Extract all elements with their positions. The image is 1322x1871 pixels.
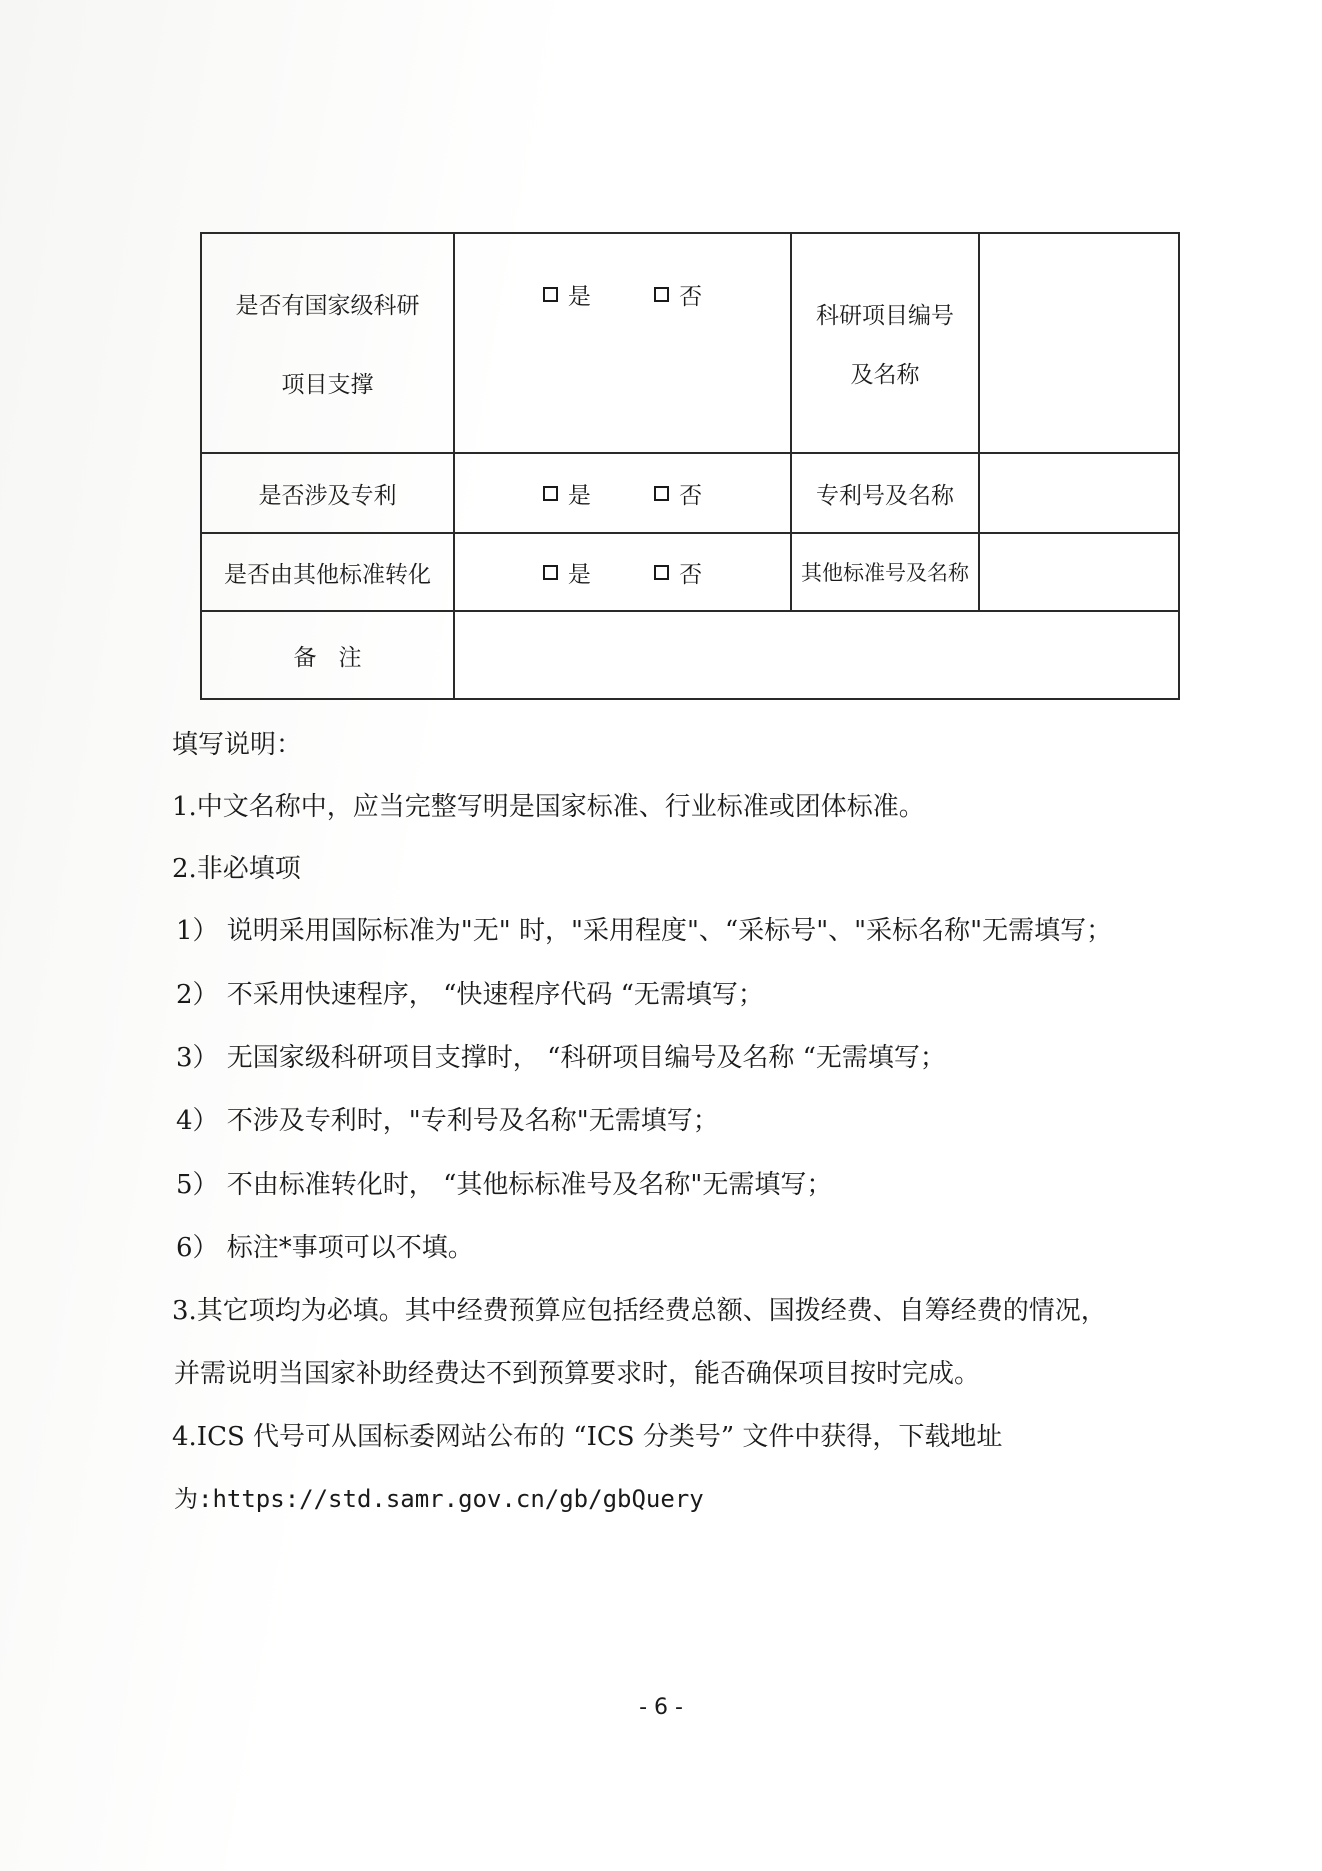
research-support-label-line2: 项目支撑 [281,372,374,398]
patent-choice-cell [454,453,791,533]
instruction-sub-4: 4） 不涉及专利时，"专利号及名称"无需填写； [176,1106,719,1136]
research-no-option[interactable] [654,278,702,311]
conversion-field-label-cell [791,533,979,611]
instruction-sub-3: 3） 无国家级科研项目支撑时， “科研项目编号及名称 “无需填写； [176,1043,946,1073]
instruction-item-4-line1: 4.ICS 代号可从国标委网站公布的 “ICS 分类号” 文件中获得，下载地址 [172,1422,1003,1452]
research-support-label-line1: 是否有国家级科研 [235,293,420,319]
patent-field-value-cell[interactable] [979,453,1179,533]
conversion-choice-cell [454,533,791,611]
research-field-label-cell [791,233,979,453]
research-yes-checkbox[interactable] [543,287,558,302]
table-row-research [201,233,1179,453]
conversion-no-label: 否 [679,561,703,588]
instruction-sub-1: 1） 说明采用国际标准为"无" 时，"采用程度"、“采标号"、"采标名称"无需填写； [176,916,1113,946]
research-yes-label: 是 [567,284,591,310]
research-no-label: 否 [679,284,703,310]
patent-no-option[interactable] [654,477,702,510]
patent-label-cell [201,453,454,533]
conversion-label: 是否由其他标准转化 [224,561,431,588]
patent-yes-option[interactable] [543,477,591,510]
page-number: - 6 - [639,1695,683,1720]
patent-yes-label: 是 [567,482,591,509]
conversion-no-option[interactable] [654,556,702,589]
remark-label-cell [201,611,454,699]
research-yes-option[interactable] [543,278,591,311]
research-field-label-line2: 及名称 [850,362,920,388]
instruction-item-2: 2.非必填项 [172,854,301,884]
research-field-value-cell[interactable] [979,233,1179,453]
research-no-checkbox[interactable] [654,287,669,302]
table-row-conversion [201,533,1179,611]
instruction-item-1: 1.中文名称中，应当完整写明是国家标准、行业标准或团体标准。 [172,792,925,822]
instruction-sub-6: 6） 标注*事项可以不填。 [176,1233,474,1263]
instruction-item-4-line2: 为:https://std.samr.gov.cn/gb/gbQuery [174,1485,704,1513]
conversion-field-label: 其他标准号及名称 [801,561,969,585]
instructions-heading: 填写说明： [172,730,303,760]
conversion-label-cell [201,533,454,611]
patent-no-checkbox[interactable] [654,486,669,501]
research-field-label-line1: 科研项目编号 [816,303,954,329]
instruction-sub-2: 2） 不采用快速程序， “快速程序代码 “无需填写； [176,980,764,1010]
conversion-yes-option[interactable] [543,556,591,589]
patent-field-label-cell [791,453,979,533]
remark-label: 备注 [293,644,384,671]
conversion-field-value-cell[interactable] [979,533,1179,611]
conversion-no-checkbox[interactable] [654,565,669,580]
patent-no-label: 否 [679,482,703,509]
research-support-choice-cell [454,233,791,453]
instruction-item-3-line1: 3.其它项均为必填。其中经费预算应包括经费总额、国拨经费、自筹经费的情况， [172,1296,1107,1326]
patent-yes-checkbox[interactable] [543,486,558,501]
research-support-label-cell [201,233,454,453]
project-form-table [200,232,1180,700]
table-row-remark [201,611,1179,699]
conversion-yes-checkbox[interactable] [543,565,558,580]
patent-field-label: 专利号及名称 [816,482,954,509]
table-row-patent [201,453,1179,533]
remark-value-cell[interactable] [454,611,1179,699]
instruction-item-3-line2: 并需说明当国家补助经费达不到预算要求时，能否确保项目按时完成。 [174,1359,981,1389]
conversion-yes-label: 是 [567,561,591,588]
patent-label: 是否涉及专利 [258,482,397,509]
instruction-sub-5: 5） 不由标准转化时， “其他标标准号及名称"无需填写； [176,1170,833,1200]
